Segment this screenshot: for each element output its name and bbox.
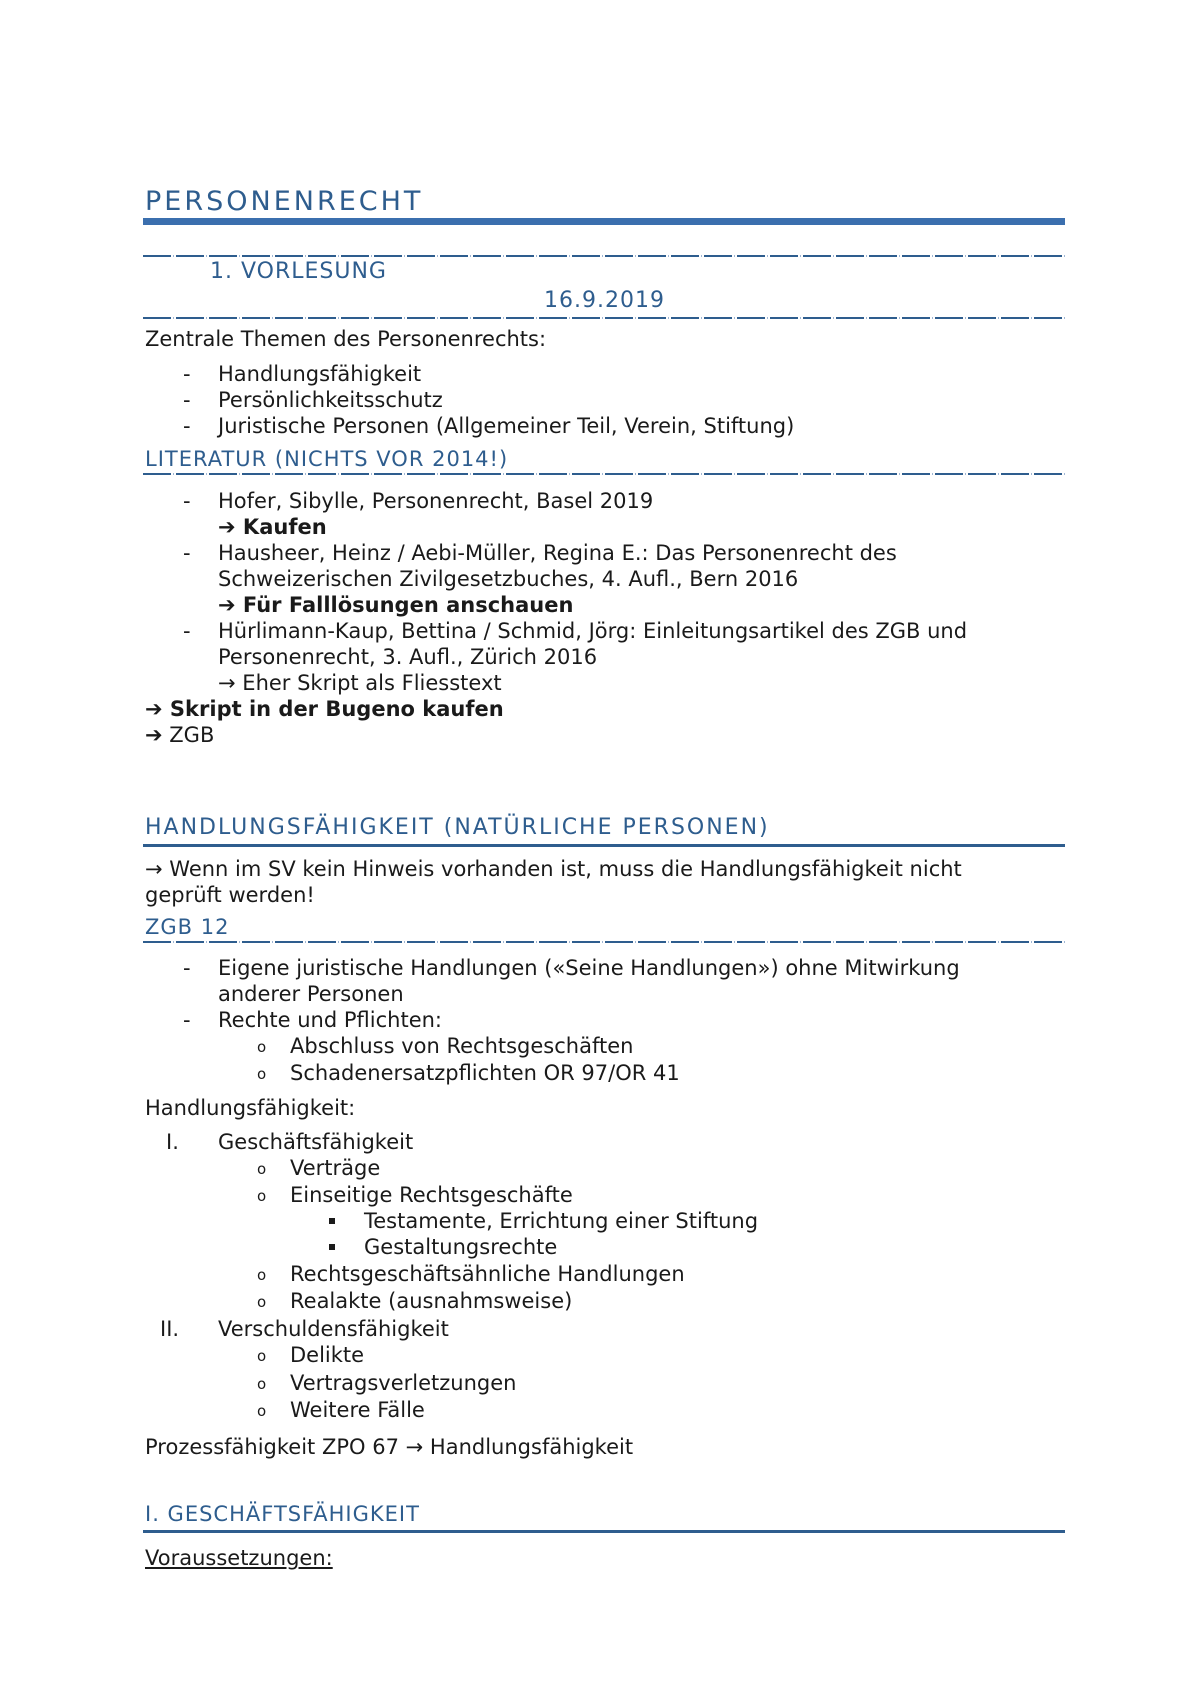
lecture-top-rule	[143, 255, 1065, 257]
hf-subsubitem: Gestaltungsrechte	[364, 1235, 558, 1259]
zgb-item: Rechte und Pflichten:	[218, 1008, 442, 1032]
handlung-heading: HANDLUNGSFÄHIGKEIT (NATÜRLICHE PERSONEN)	[145, 815, 770, 840]
square-bullet	[329, 1244, 335, 1250]
title-rule	[143, 218, 1065, 225]
hf-subitem: Weitere Fälle	[290, 1398, 425, 1422]
arrow-icon: →	[405, 1435, 424, 1459]
literatur-note2	[145, 722, 214, 748]
hf-subitem: Delikte	[290, 1343, 365, 1367]
hf-item: Geschäftsfähigkeit	[218, 1130, 414, 1154]
theme-item: Handlungsfähigkeit	[218, 362, 422, 386]
lecture-date: 16.9.2019	[544, 288, 665, 313]
roman-numeral: I.	[166, 1130, 179, 1154]
roman-numeral: II.	[160, 1317, 180, 1341]
literature-note-text: Kaufen	[242, 515, 327, 539]
literature-item-cont: Schweizerischen Zivilgesetzbuches, 4. Aufl., Bern 2016	[218, 567, 799, 591]
document-title: PERSONENRECHT	[145, 186, 424, 217]
circle-bullet: o	[257, 1065, 267, 1083]
literatur-note2-text: ZGB	[169, 723, 215, 747]
dash-bullet: -	[183, 489, 191, 513]
literature-note-text: Für Falllösungen anschauen	[242, 593, 574, 617]
theme-item: Juristische Personen (Allgemeiner Teil, Verein, Stiftung)	[218, 414, 795, 438]
themes-intro: Zentrale Themen des Personenrechts:	[145, 327, 547, 351]
literature-note	[218, 670, 502, 696]
circle-bullet: o	[257, 1160, 267, 1178]
hf-subitem: Verträge	[290, 1156, 381, 1180]
hf-label: Handlungsfähigkeit:	[145, 1096, 356, 1120]
circle-bullet: o	[257, 1402, 267, 1420]
theme-item: Persönlichkeitsschutz	[218, 388, 443, 412]
zgb-item: Eigene juristische Handlungen («Seine Handlungen») ohne Mitwirkung	[218, 956, 960, 980]
handlung-intro-text: Wenn im SV kein Hinweis vorhanden ist, muss die Handlungsfähigkeit nicht	[169, 857, 962, 881]
voraussetzungen-label: Voraussetzungen:	[145, 1546, 333, 1570]
handlung-intro-cont: geprüft werden!	[145, 883, 315, 907]
literatur-heading: LITERATUR (NICHTS VOR 2014!)	[145, 447, 509, 471]
circle-bullet: o	[257, 1293, 267, 1311]
arrow-icon: ➔	[145, 723, 163, 747]
geschaeft-rule	[143, 1530, 1065, 1533]
prozess-text: Prozessfähigkeit ZPO 67	[145, 1435, 399, 1459]
zgb-heading: ZGB 12	[145, 915, 230, 939]
zgb-subitem: Abschluss von Rechtsgeschäften	[290, 1034, 634, 1058]
hf-item: Verschuldensfähigkeit	[218, 1317, 449, 1341]
dash-bullet: -	[183, 541, 191, 565]
square-bullet	[329, 1218, 335, 1224]
literature-item-cont: Personenrecht, 3. Aufl., Zürich 2016	[218, 645, 598, 669]
arrow-icon: ➔	[218, 593, 236, 617]
arrow-icon: →	[145, 857, 163, 881]
prozess-target: Handlungsfähigkeit	[429, 1435, 634, 1459]
dash-bullet: -	[183, 619, 191, 643]
literatur-note1-text: Skript in der Bugeno kaufen	[169, 697, 504, 721]
arrow-icon: →	[218, 671, 236, 695]
hf-subitem: Rechtsgeschäftsähnliche Handlungen	[290, 1262, 685, 1286]
literature-item: Hofer, Sibylle, Personenrecht, Basel 2019	[218, 489, 654, 513]
handlung-rule	[143, 844, 1065, 847]
circle-bullet: o	[257, 1266, 267, 1284]
arrow-icon: ➔	[145, 697, 163, 721]
dash-bullet: -	[183, 362, 191, 386]
literature-note-text: Eher Skript als Fliesstext	[242, 671, 502, 695]
zgb-subitem: Schadenersatzpflichten OR 97/OR 41	[290, 1061, 680, 1085]
circle-bullet: o	[257, 1375, 267, 1393]
geschaeft-heading: I. GESCHÄFTSFÄHIGKEIT	[145, 1502, 420, 1526]
circle-bullet: o	[257, 1038, 267, 1056]
zgb-item-cont: anderer Personen	[218, 982, 404, 1006]
literature-item: Hausheer, Heinz / Aebi-Müller, Regina E.: Das Personenrecht des	[218, 541, 897, 565]
dash-bullet: -	[183, 388, 191, 412]
arrow-icon: ➔	[218, 515, 236, 539]
dash-bullet: -	[183, 414, 191, 438]
hf-subsubitem: Testamente, Errichtung einer Stiftung	[364, 1209, 759, 1233]
handlung-intro	[145, 856, 962, 882]
literature-item: Hürlimann-Kaup, Bettina / Schmid, Jörg: Einleitungsartikel des ZGB und	[218, 619, 968, 643]
literatur-rule	[143, 473, 1065, 475]
hf-subitem: Vertragsverletzungen	[290, 1371, 517, 1395]
lecture-heading: 1. VORLESUNG	[210, 259, 387, 284]
circle-bullet: o	[257, 1347, 267, 1365]
literature-note	[218, 592, 573, 618]
literatur-note1	[145, 696, 504, 722]
prozess-line	[145, 1434, 633, 1460]
literature-note	[218, 514, 327, 540]
lecture-bottom-rule	[143, 317, 1065, 319]
circle-bullet: o	[257, 1187, 267, 1205]
hf-subitem: Realakte (ausnahmsweise)	[290, 1289, 573, 1313]
dash-bullet: -	[183, 1008, 191, 1032]
dash-bullet: -	[183, 956, 191, 980]
hf-subitem: Einseitige Rechtsgeschäfte	[290, 1183, 573, 1207]
zgb-rule	[143, 941, 1065, 943]
